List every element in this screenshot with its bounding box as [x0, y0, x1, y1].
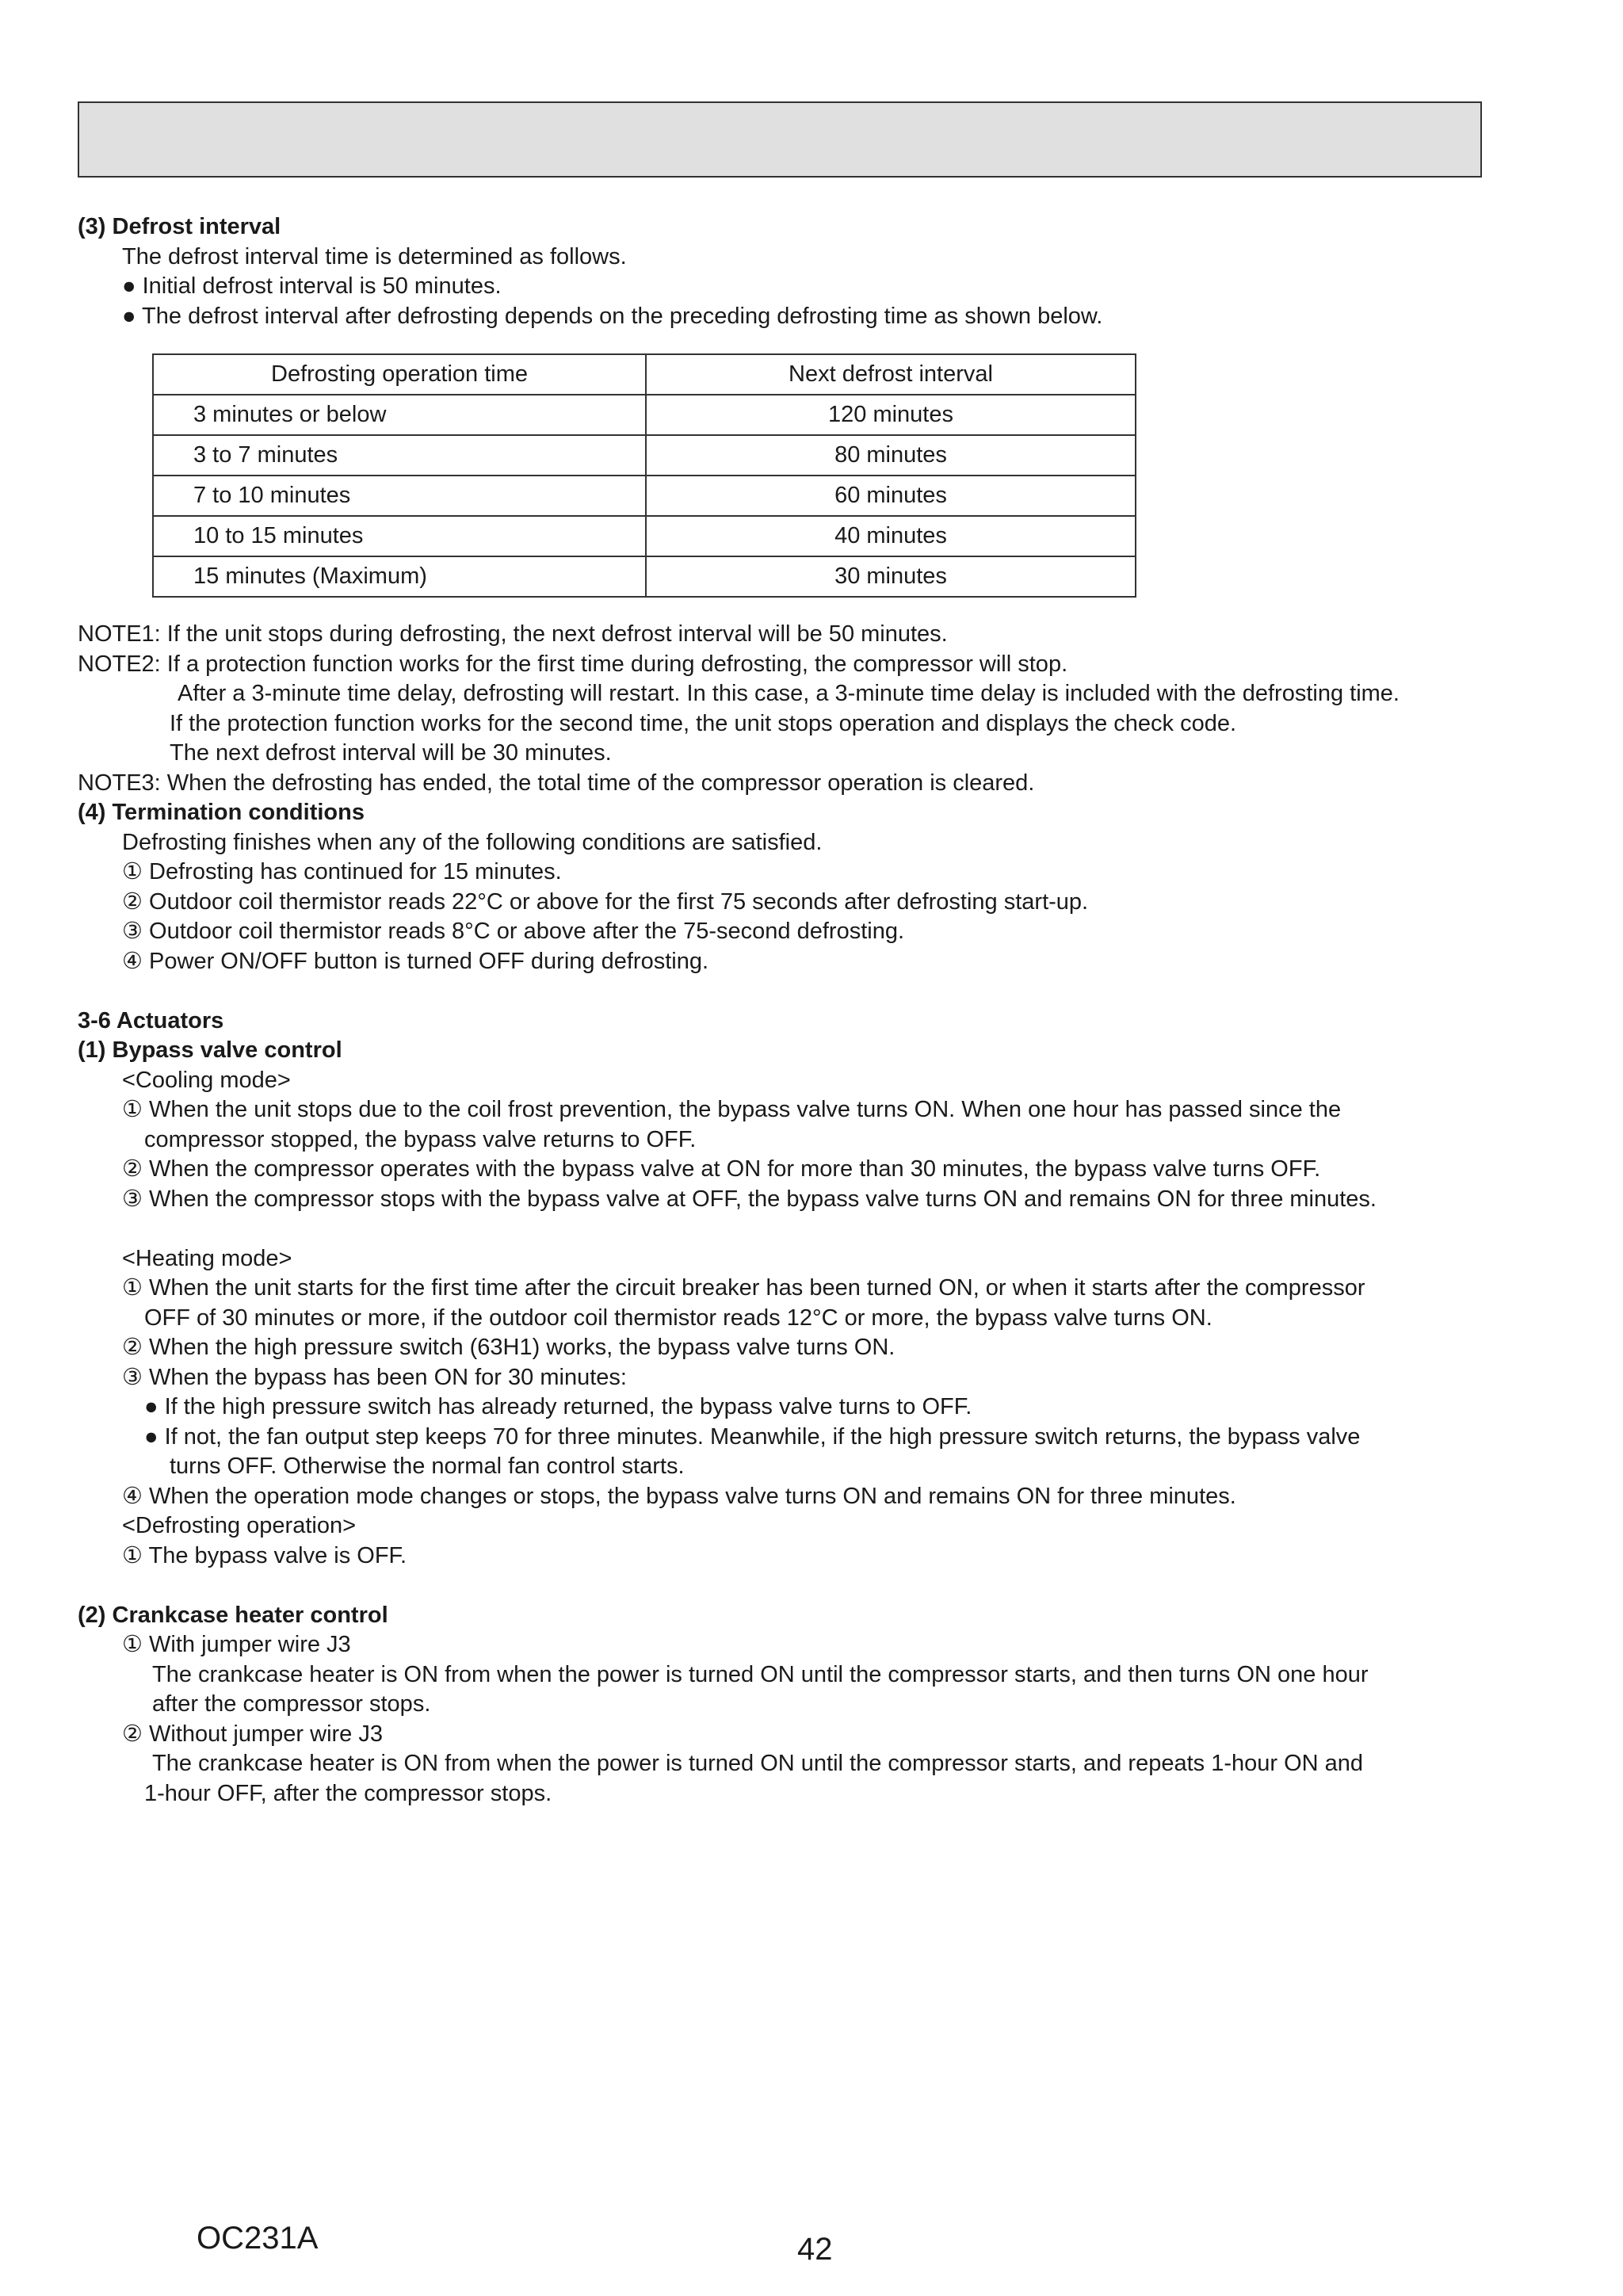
- table-row: [153, 556, 1136, 597]
- table-cell: 80 minutes: [646, 435, 1136, 476]
- note-line: After a 3-minute time delay, defrosting will restart. In this case, a 3-minute time delay is included with the defrosting time.: [178, 681, 1400, 706]
- spacer: [78, 1214, 1488, 1244]
- defrost-interval-bullet: ● The defrost interval after defrosting depends on the preceding defrosting time as shown below.: [122, 303, 1103, 329]
- termination-item: ② Outdoor coil thermistor reads 22°C or above for the first 75 seconds after defrosting start-up.: [122, 888, 1089, 915]
- table-cell: 3 minutes or below: [153, 395, 646, 435]
- spacer: [78, 976, 1488, 1007]
- table-header-cell: Next defrost interval: [646, 354, 1136, 395]
- table-row: [153, 435, 1136, 476]
- crankcase-item: The crankcase heater is ON from when the power is turned ON until the compressor starts, and then turns ON one hour: [152, 1661, 1369, 1687]
- note-line: If the protection function works for the second time, the unit stops operation and displays the check code.: [170, 710, 1237, 736]
- cooling-item: compressor stopped, the bypass valve returns to OFF.: [144, 1126, 697, 1152]
- table-header-row: [153, 354, 1136, 395]
- table-cell: 60 minutes: [646, 476, 1136, 516]
- table-header-cell: Defrosting operation time: [153, 354, 646, 395]
- table-row: [153, 395, 1136, 435]
- termination-intro: Defrosting finishes when any of the following conditions are satisfied.: [122, 829, 823, 855]
- table-cell: 3 to 7 minutes: [153, 435, 646, 476]
- cooling-item: ① When the unit stops due to the coil frost prevention, the bypass valve turns ON. When one hour has passed since the: [122, 1097, 1342, 1122]
- table-cell: 40 minutes: [646, 516, 1136, 556]
- crankcase-item: 1-hour OFF, after the compressor stops.: [144, 1780, 552, 1806]
- actuators-heading: 3-6 Actuators: [78, 1007, 224, 1033]
- crankcase-item: after the compressor stops.: [152, 1691, 431, 1717]
- table-cell: 30 minutes: [646, 556, 1136, 597]
- note-line: NOTE3: When the defrosting has ended, the total time of the compressor operation is cleared.: [78, 770, 1035, 796]
- crankcase-heater-heading: (2) Crankcase heater control: [78, 1602, 388, 1628]
- crankcase-item: ② Without jumper wire J3: [122, 1721, 383, 1747]
- defrost-interval-bullet: ● Initial defrost interval is 50 minutes.: [122, 273, 502, 299]
- page-content: [78, 212, 1488, 1809]
- heating-item: ① When the unit starts for the first time after the circuit breaker has been turned ON, or when it starts after the compressor: [122, 1275, 1365, 1301]
- termination-item: ④ Power ON/OFF button is turned OFF during defrosting.: [122, 948, 709, 974]
- bypass-valve-heading: (1) Bypass valve control: [78, 1037, 342, 1063]
- cooling-mode-label: <Cooling mode>: [122, 1067, 291, 1093]
- heating-item: turns OFF. Otherwise the normal fan control starts.: [170, 1454, 685, 1479]
- heating-mode-label: <Heating mode>: [122, 1245, 292, 1271]
- heating-item: OFF of 30 minutes or more, if the outdoor coil thermistor reads 12°C or more, the bypass valve turns ON.: [144, 1305, 1212, 1331]
- note-line: The next defrost interval will be 30 minutes.: [170, 740, 612, 766]
- crankcase-item: ① With jumper wire J3: [122, 1632, 351, 1657]
- cooling-item: ③ When the compressor stops with the bypass valve at OFF, the bypass valve turns ON and remains ON for three minutes.: [122, 1186, 1377, 1212]
- defrost-interval-table: [152, 353, 1136, 598]
- heating-item: ④ When the operation mode changes or stops, the bypass valve turns ON and remains ON for three minutes.: [122, 1483, 1236, 1509]
- cooling-item: ② When the compressor operates with the bypass valve at ON for more than 30 minutes, the bypass valve turns OFF.: [122, 1156, 1321, 1182]
- spacer: [78, 1571, 1488, 1601]
- table-cell: 7 to 10 minutes: [153, 476, 646, 516]
- heating-item: ● If the high pressure switch has already returned, the bypass valve turns to OFF.: [144, 1394, 972, 1419]
- heating-item: ② When the high pressure switch (63H1) works, the bypass valve turns ON.: [122, 1335, 896, 1360]
- heating-item: ● If not, the fan output step keeps 70 for three minutes. Meanwhile, if the high pressure switch returns, the bypass valve: [144, 1423, 1361, 1450]
- termination-item: ③ Outdoor coil thermistor reads 8°C or above after the 75-second defrosting.: [122, 919, 905, 944]
- table-cell: 10 to 15 minutes: [153, 516, 646, 556]
- defrosting-operation-label: <Defrosting operation>: [122, 1513, 357, 1538]
- defrost-interval-intro: The defrost interval time is determined as follows.: [122, 243, 627, 269]
- note-line: NOTE2: If a protection function works for the first time during defrosting, the compressor will stop.: [78, 651, 1068, 677]
- defrost-interval-heading: (3) Defrost interval: [78, 214, 281, 239]
- heating-item: ③ When the bypass has been ON for 30 minutes:: [122, 1364, 627, 1390]
- crankcase-item: The crankcase heater is ON from when the power is turned ON until the compressor starts, and repeats 1-hour ON and: [152, 1751, 1364, 1776]
- termination-item: ① Defrosting has continued for 15 minutes.: [122, 859, 562, 884]
- table-cell: 120 minutes: [646, 395, 1136, 435]
- termination-heading: (4) Termination conditions: [78, 800, 365, 825]
- table-cell: 15 minutes (Maximum): [153, 556, 646, 597]
- header-bar: [78, 101, 1482, 178]
- defrosting-operation-item: ① The bypass valve is OFF.: [122, 1542, 407, 1568]
- table-row: [153, 476, 1136, 516]
- note-line: NOTE1: If the unit stops during defrosting, the next defrost interval will be 50 minutes.: [78, 621, 948, 647]
- table-row: [153, 516, 1136, 556]
- document-code: OC231A: [197, 2221, 319, 2256]
- page-number: 42: [797, 2232, 833, 2267]
